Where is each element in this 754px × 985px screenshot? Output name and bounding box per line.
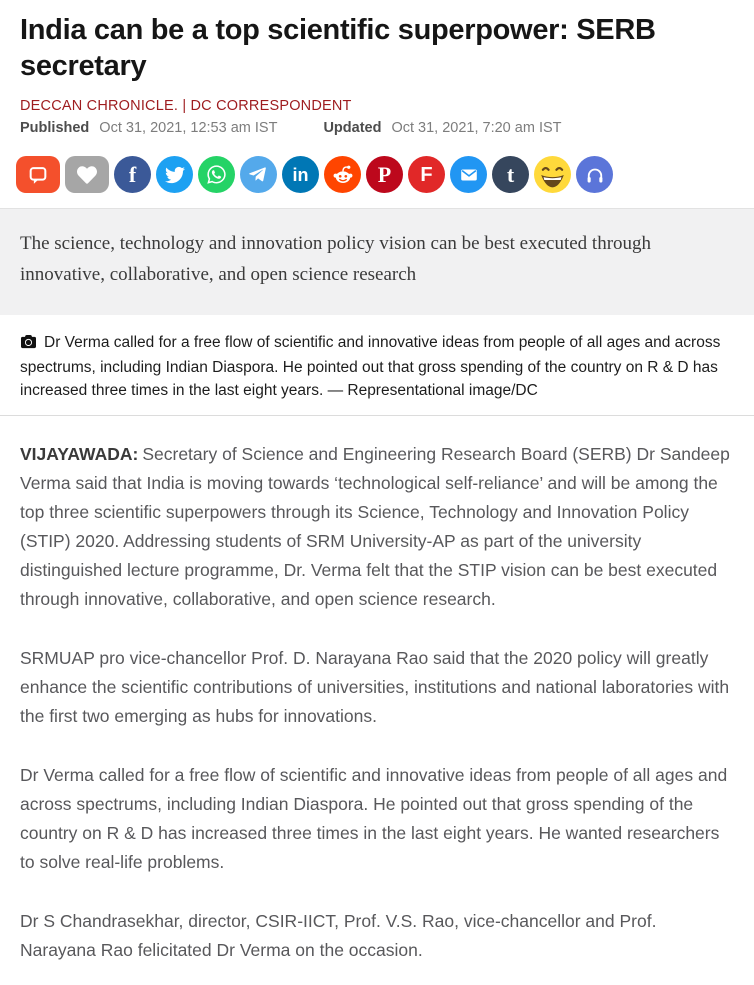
updated-date: Oct 31, 2021, 7:20 am IST bbox=[391, 120, 562, 136]
flipboard-share-button[interactable] bbox=[408, 156, 445, 193]
byline[interactable]: DECCAN CHRONICLE. | DC CORRESPONDENT bbox=[20, 98, 352, 114]
tumblr-share-button[interactable] bbox=[492, 156, 529, 193]
linkedin-icon: in bbox=[292, 164, 309, 185]
dateline: VIJAYAWADA: bbox=[20, 444, 139, 464]
telegram-icon bbox=[248, 165, 270, 184]
linkedin-share-button[interactable] bbox=[282, 156, 319, 193]
reddit-icon bbox=[330, 162, 356, 188]
heart-icon bbox=[77, 165, 97, 185]
share-toolbar bbox=[0, 156, 754, 193]
headphones-icon bbox=[584, 164, 606, 186]
standfirst-quote: The science, technology and innovation policy vision can be best executed through innovative, collaborative, and open science research bbox=[0, 208, 754, 315]
pinterest-icon: P bbox=[377, 161, 392, 187]
body-paragraph: VIJAYAWADA: Secretary of Science and Engineering Research Board (SERB) Dr Sandeep Verma said that India is moving towards ‘technological self-reliance’ and will be among the top three scientific superpowers through its Science, Technology and Innovation Policy (STIP) 2020. Addressing students of SRM University-AP as part of the university distinguished lecture programme, Dr. Verma felt that the STIP vision can be best executed through innovative, collaborative, and open science research. bbox=[20, 444, 730, 609]
published-label: Published bbox=[20, 120, 90, 136]
tumblr-icon: t bbox=[506, 161, 515, 187]
article-meta bbox=[20, 120, 734, 136]
body-paragraph: Dr Verma called for a free flow of scientific and innovative ideas from people of all ages and across spectrums, including Indian Diaspora. He pointed out that gross spending of the country on R & D has increased three times in the last eight years. He wanted researchers to solve real-life problems. bbox=[20, 765, 728, 872]
twitter-icon bbox=[165, 165, 185, 185]
published-date: Oct 31, 2021, 12:53 am IST bbox=[99, 120, 278, 136]
article-body bbox=[0, 440, 754, 985]
flipboard-icon: F bbox=[420, 163, 433, 186]
body-paragraph: Dr S Chandrasekhar, director, CSIR-IICT, Prof. V.S. Rao, vice-chancellor and Prof. Narayana Rao felicitated Dr Verma on the occasion. bbox=[20, 911, 657, 960]
body-paragraph: SRMUAP pro vice-chancellor Prof. D. Narayana Rao said that the 2020 policy will greatly enhance the scientific contributions of universities, institutions and national laboratories with the first two emerging as hubs for innovations. bbox=[20, 648, 730, 726]
facebook-share-button[interactable] bbox=[114, 156, 151, 193]
comment-icon bbox=[27, 164, 49, 186]
caption-divider bbox=[0, 415, 754, 416]
comment-button[interactable] bbox=[16, 156, 60, 193]
reddit-share-button[interactable] bbox=[324, 156, 361, 193]
whatsapp-icon bbox=[206, 164, 227, 185]
pinterest-share-button[interactable] bbox=[366, 156, 403, 193]
photo-caption bbox=[20, 331, 734, 402]
twitter-share-button[interactable] bbox=[156, 156, 193, 193]
email-icon bbox=[458, 164, 480, 186]
laugh-emoji-icon bbox=[534, 156, 571, 193]
telegram-share-button[interactable] bbox=[240, 156, 277, 193]
email-share-button[interactable] bbox=[450, 156, 487, 193]
photo-caption-text: Dr Verma called for a free flow of scientific and innovative ideas from people of all ages and across spectrums, including Indian Diaspora. He pointed out that gross spending of the country on R & D has increased three times in the last eight years. — Representational image/DC bbox=[20, 334, 721, 399]
facebook-icon: f bbox=[128, 161, 137, 187]
laugh-reaction-button[interactable] bbox=[534, 156, 571, 193]
updated-label: Updated bbox=[323, 120, 382, 136]
like-button[interactable] bbox=[65, 156, 109, 193]
camera-icon bbox=[20, 333, 37, 356]
page-title: India can be a top scientific superpower: SERB secretary bbox=[20, 14, 656, 82]
listen-button[interactable] bbox=[576, 156, 613, 193]
whatsapp-share-button[interactable] bbox=[198, 156, 235, 193]
